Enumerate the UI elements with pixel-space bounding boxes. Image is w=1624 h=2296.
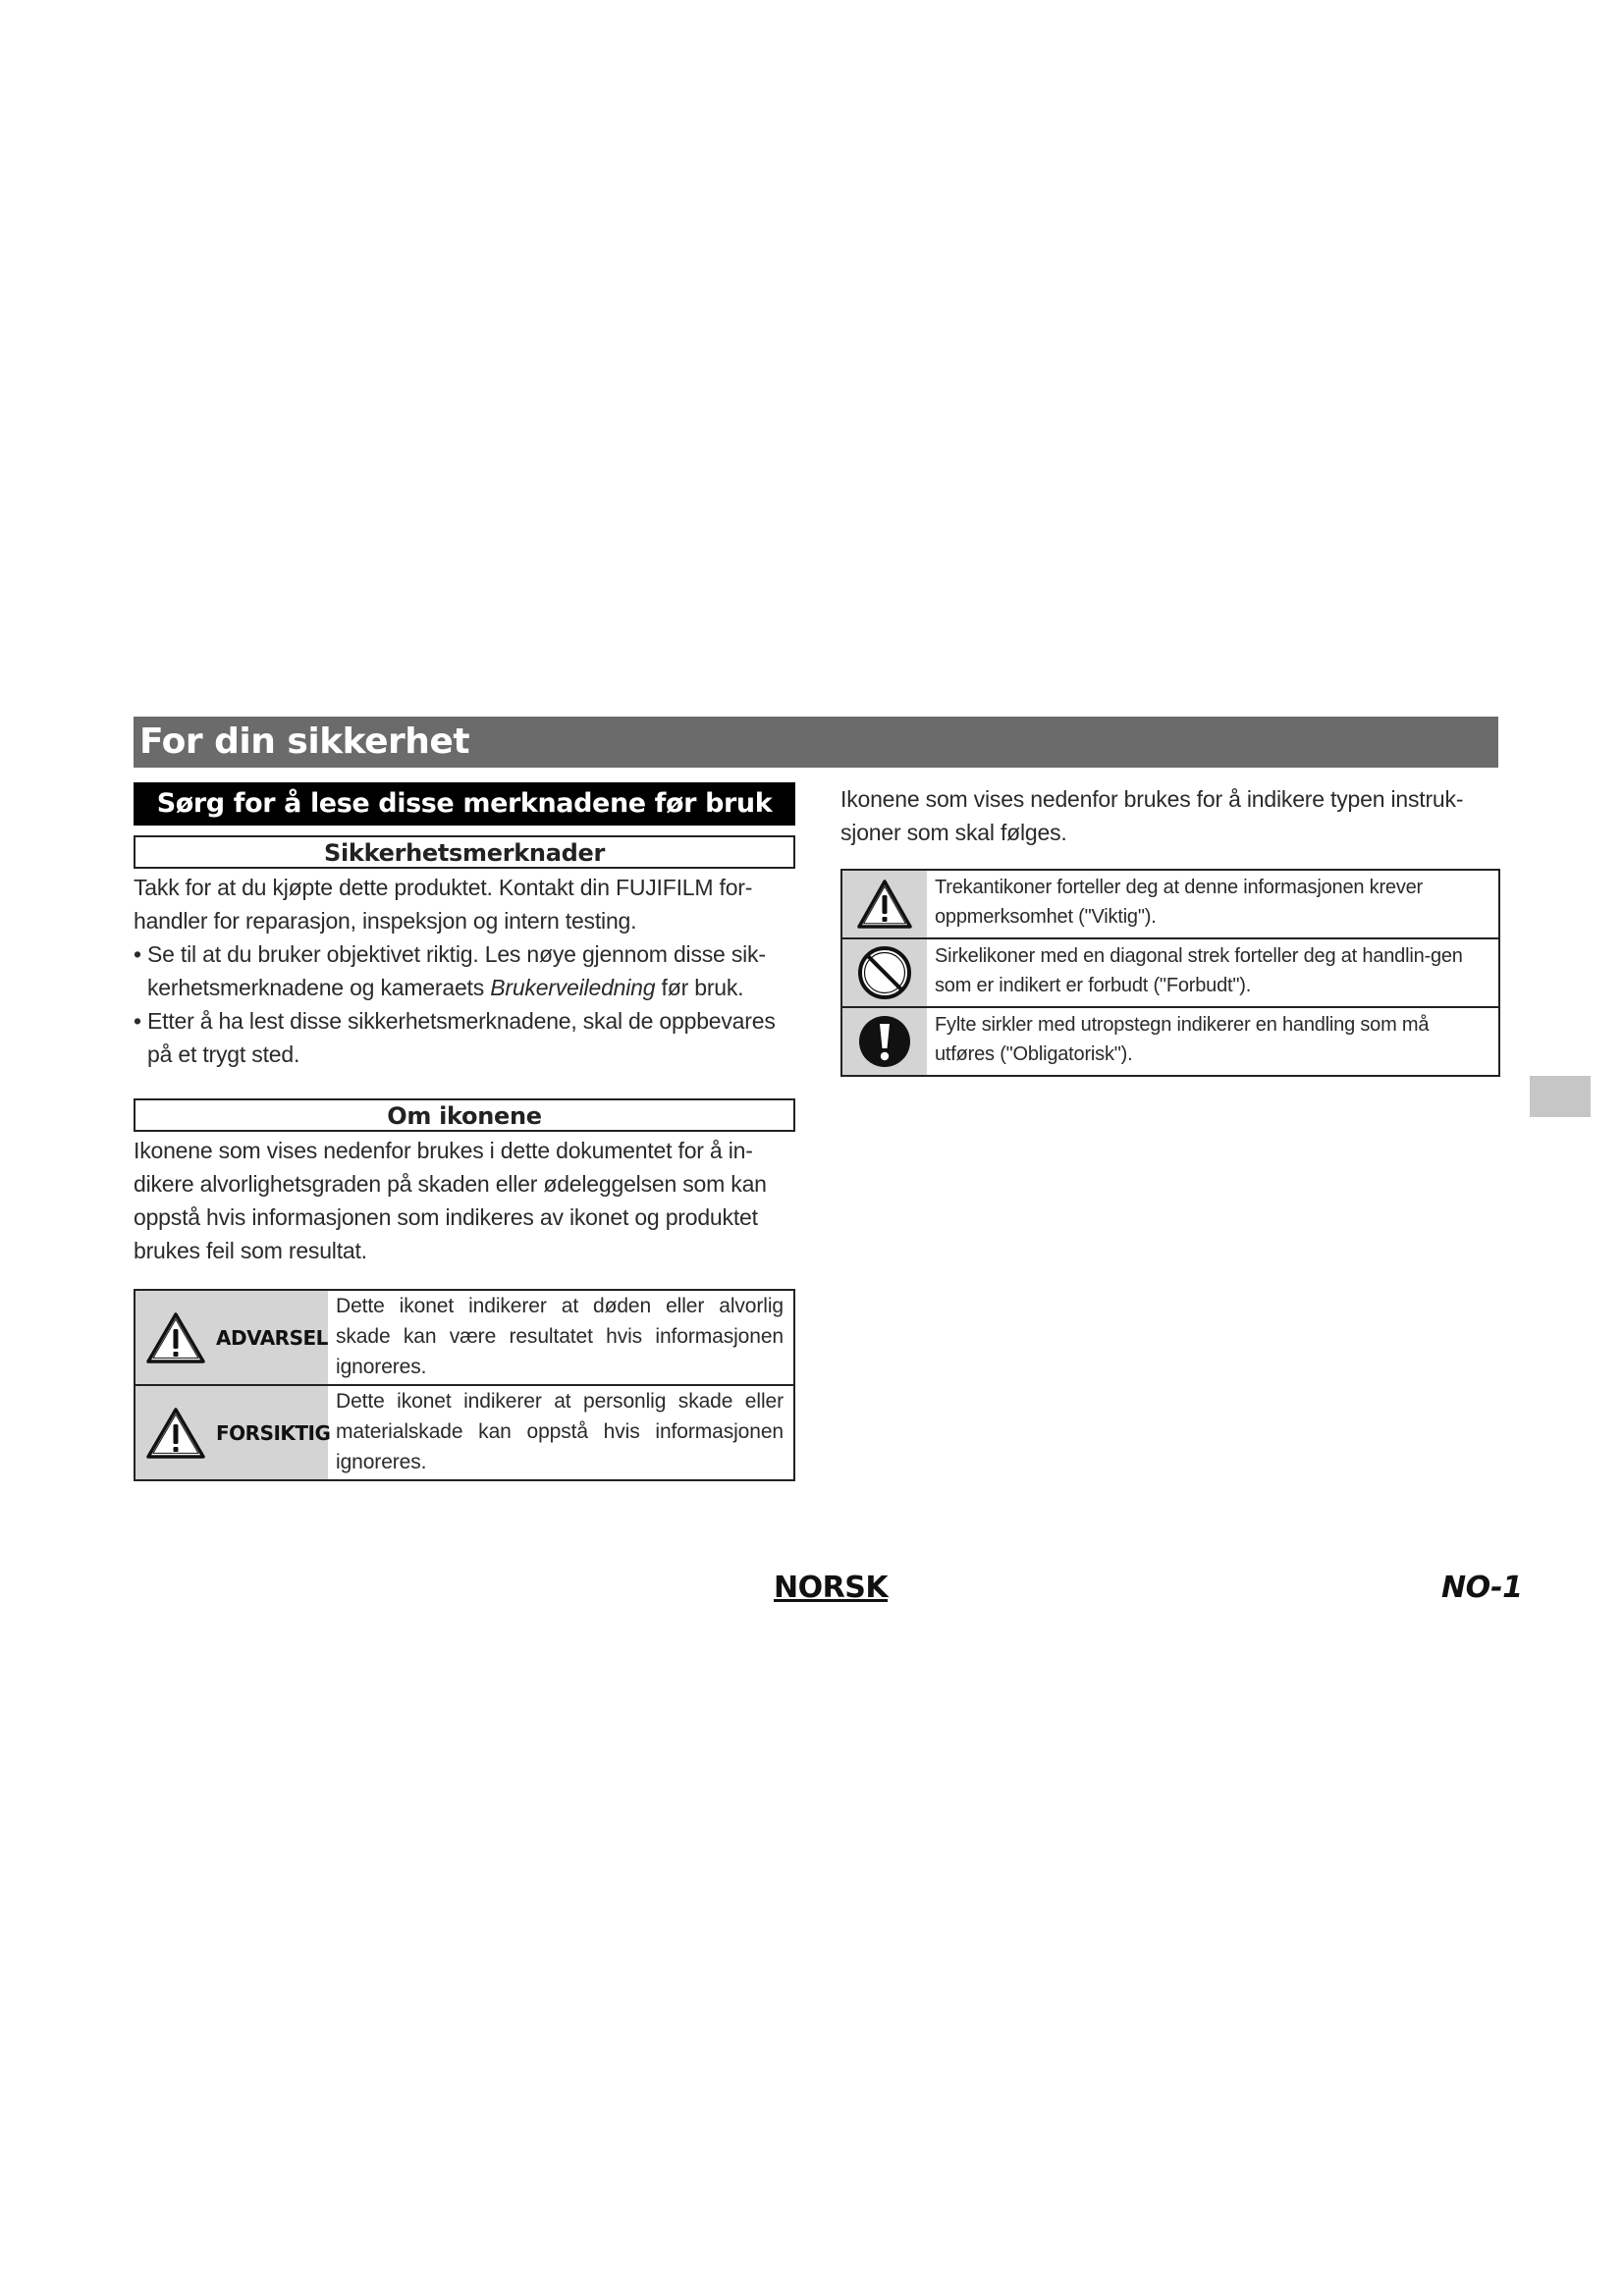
read-notes-banner: Sørg for å lese disse merknadene før bruk (134, 782, 795, 826)
icon-description: Trekantikoner forteller deg at denne informasjonen krever oppmerksomhet ("Viktig"). (935, 877, 1424, 928)
bullet-text: Se til at du bruker objektivet riktig. Les nøye gjennom disse sik-kerhetsmerknadene og kameraets (147, 941, 766, 1000)
hazard-description: Dette ikonet indikerer at døden eller alvorlig skade kan være resultatet hvis informasjonen ignoreres. (336, 1295, 784, 1378)
table-row (842, 937, 1498, 1006)
footer-language: NORSK (774, 1571, 889, 1605)
page-title: For din sikkerhet (134, 717, 1498, 768)
prohibited-circle-icon (856, 944, 913, 1001)
warning-triangle-icon (145, 1407, 206, 1460)
hazard-label-cell (135, 1291, 328, 1384)
instruction-icon-table (840, 869, 1500, 1077)
bullet-marker: • (134, 1008, 141, 1034)
icon-description: Fylte sirkler med utropstegn indikerer en handling som må utføres ("Obligatorisk"). (935, 1014, 1430, 1065)
language-side-tab (1530, 1076, 1591, 1117)
icon-types-intro: Ikonene som vises nedenfor brukes for å indikere typen instruk-sjoner som skal følges. (840, 786, 1464, 845)
icon-cell (842, 939, 927, 1006)
hazard-description: Dette ikonet indikerer at personlig skade eller materialskade kan oppstå hvis informasjonen ignoreres. (336, 1390, 784, 1473)
bullet-text: Etter å ha lest disse sikkerhetsmerknadene, skal de oppbevares på et trygt sted. (147, 1008, 776, 1067)
icon-cell (842, 1008, 927, 1075)
list-item (134, 1004, 795, 1071)
triangle-attention-icon (856, 876, 913, 933)
safety-intro-text: Takk for at du kjøpte dette produktet. Kontakt din FUJIFILM for-handler for reparasjon, inspeksjon og intern testing. (134, 875, 753, 934)
about-icons-heading: Om ikonene (134, 1098, 795, 1132)
warning-triangle-icon (145, 1311, 206, 1364)
left-column (134, 782, 795, 1481)
page-number: NO-1 (1441, 1571, 1523, 1605)
table-row (842, 871, 1498, 937)
bullet-text-end: før bruk. (655, 975, 744, 1000)
safety-notes-heading: Sikkerhetsmerknader (134, 835, 795, 869)
mandatory-exclamation-icon (856, 1013, 913, 1070)
table-row (135, 1384, 793, 1479)
icon-cell (842, 871, 927, 937)
list-item (134, 937, 795, 1004)
right-column (840, 782, 1500, 1077)
hazard-label: ADVARSEL (216, 1325, 328, 1350)
manual-title: Brukerveiledning (490, 975, 656, 1000)
table-row (135, 1291, 793, 1384)
about-icons-text: Ikonene som vises nedenfor brukes i dette dokumentet for å in-dikere alvorlighetsgraden på skaden eller ødeleggelsen som kan oppstå hvis informasjonen som indikeres av ikonet og produktet brukes feil som resultat. (134, 1138, 767, 1263)
hazard-label-cell (135, 1386, 331, 1479)
bullet-marker: • (134, 941, 141, 967)
icon-description: Sirkelikoner med en diagonal strek forteller deg at handlin-gen som er indikert er forbudt ("Forbudt"). (935, 945, 1463, 996)
hazard-level-table (134, 1289, 795, 1481)
table-row (842, 1006, 1498, 1075)
hazard-label: FORSIKTIG (216, 1420, 331, 1445)
safety-bullet-list (134, 937, 795, 1071)
